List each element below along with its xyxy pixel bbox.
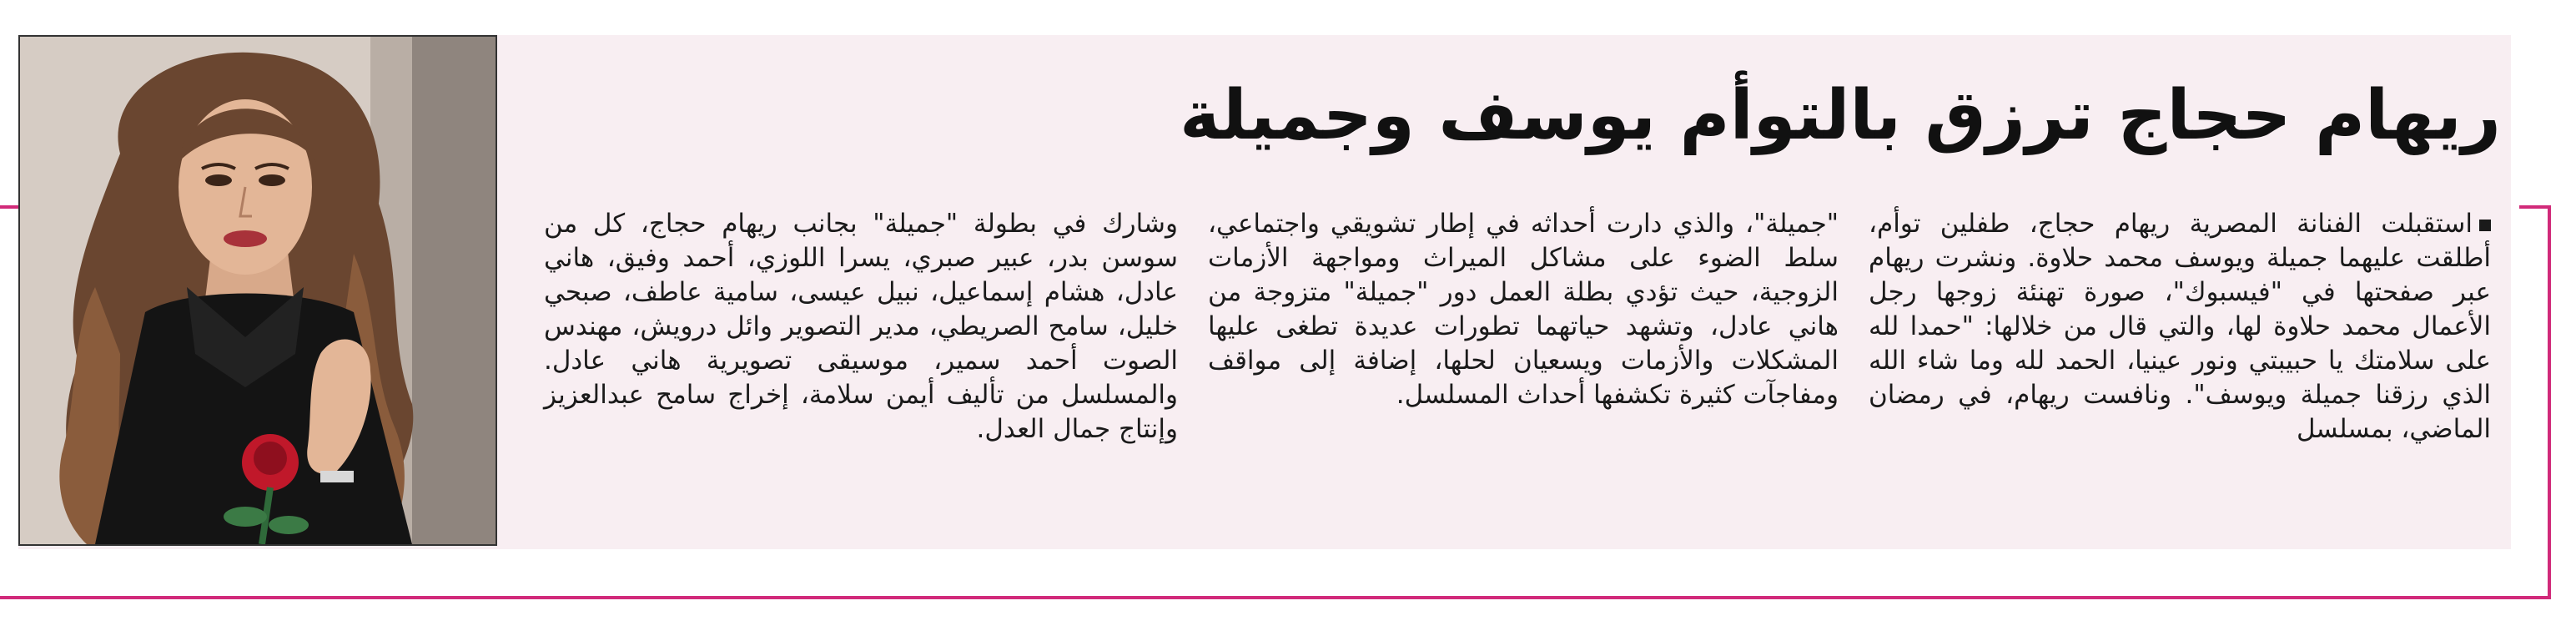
- article-photo: [18, 35, 497, 546]
- article-column-2: [1208, 207, 1839, 412]
- article-column-3: [544, 207, 1178, 447]
- frame-line-right: [2548, 205, 2551, 598]
- portrait-illustration: [20, 37, 496, 544]
- bullet-square-icon: [2479, 220, 2491, 231]
- column-1-text: استقبلت الفنانة المصرية ريهام حجاج، طفلين توأم، أطلقت عليهما جميلة ويوسف محمد حلاوة. ونشرت ريهام عبر صفحتها في "فيسبوك"، صورة تهنئة زوجها رجل الأعمال محمد حلاوة لها، والتي قال من خلالها: "حمدا لله على سلامتك يا حبيبتي ونور عينيا، الحمد لله وما شاء الله الذي رزقنا جميلة ويوسف". ونافست ريهام، في رمضان الماضي، بمسلسل: [1869, 209, 2491, 444]
- column-3-text: وشارك في بطولة "جميلة" بجانب ريهام حجاج، كل من سوسن بدر، عبير صبري، يسرا اللوزي، أحمد وفيق، هاني عادل، هشام إسماعيل، نبيل عيسى، سامية عاطف، صبحي خليل، سامح الصريطي، مدير التصوير وائل درويش، مهندس الصوت أحمد سمير، موسيقى تصويرية هاني عادل. والمسلسل من تأليف أيمن سلامة، إخراج سامح عبدالعزيز وإنتاج جمال العدل.: [544, 209, 1178, 444]
- article-headline: ريهام حجاج ترزق بالتوأم يوسف وجميلة: [1180, 76, 2501, 155]
- frame-line-bottom: [0, 596, 2551, 599]
- article-column-1: [1869, 207, 2491, 447]
- column-2-text: "جميلة"، والذي دارت أحداثه في إطار تشويقي واجتماعي، سلط الضوء على مشاكل الميراث ومواجهة الأزمات الزوجية، حيث تؤدي بطلة العمل دور "جميلة" متزوجة من هاني عادل، وتشهد حياتهما تطورات عديدة تطغى عليها المشكلات والأزمات ويسعيان لحلها، إضافة إلى مواقف ومفاجآت كثيرة تكشفها أحداث المسلسل.: [1208, 209, 1839, 410]
- frame-line-top-right: [2519, 205, 2551, 209]
- frame-line-top-left: [0, 205, 20, 209]
